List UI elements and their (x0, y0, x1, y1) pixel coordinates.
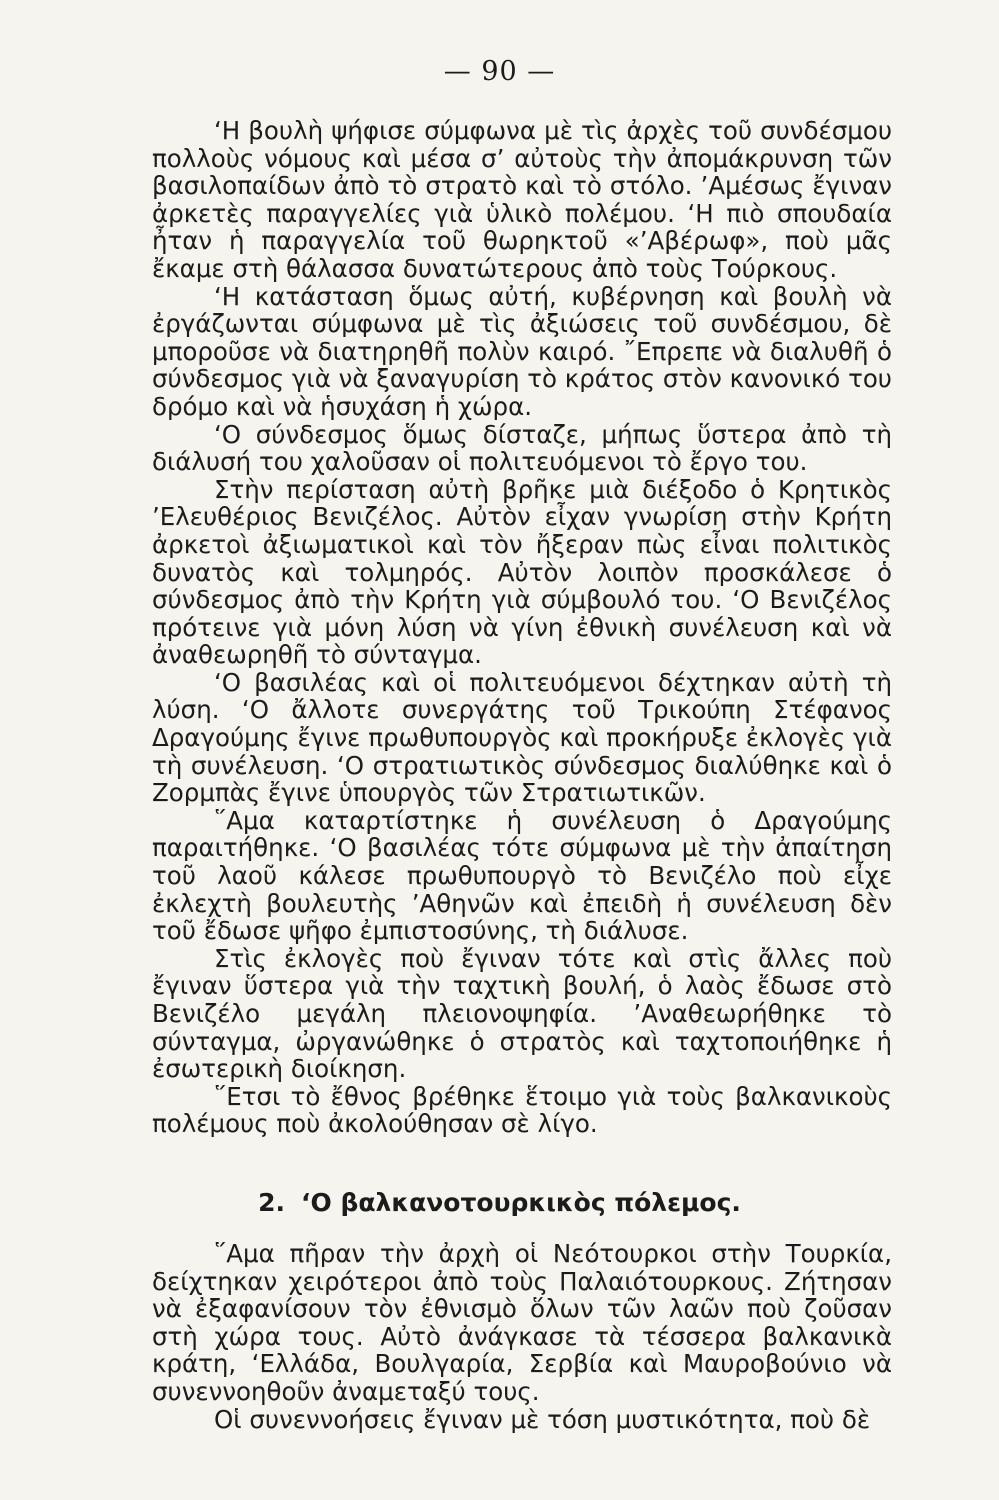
page-number: — 90 — (443, 56, 556, 87)
paragraph: ῞Ετσι τὸ ἔθνος βρέθηκε ἕτοιμο γιὰ τοὺς βαλκανικοὺς πολέμους ποὺ ἀκολούθησαν σὲ λίγο. (152, 1081, 892, 1139)
section-text (152, 1240, 892, 1433)
main-text (152, 117, 892, 1138)
paragraph: Στὴν περίσταση αὐτὴ βρῆκε μιὰ διέξοδο ὁ Κρητικὸς ’Ελευθέριος Βενιζέλος. Αὐτὸν εἶχαν γνωρίση στὴν Κρήτη ἀρκετοὶ ἀξιωματικοὶ καὶ τὸν ἤξεραν πὼς εἶναι πολιτικὸς δυνατὸς καὶ τολμηρός. Αὐτὸν λοιπὸν προσκάλεσε ὁ σύνδεσμος ἀπὸ τὴν Κρήτη γιὰ σύμβουλό του. ‘Ο Βενιζέλος πρότεινε γιὰ μόνη λύση νὰ γίνη ἐθνικὴ συνέλευση καὶ νὰ ἀναθεωρηθῆ τὸ σύνταγμα. (152, 474, 892, 670)
paragraph: Στὶς ἐκλογὲς ποὺ ἔγιναν τότε καὶ στὶς ἄλλες ποὺ ἔγιναν ὕστερα γιὰ τὴν ταχτικὴ βουλή, ὁ λαὸς ἔδωσε στὸ Βενιζέλο μεγάλη πλειονοψηφία. ’Αναθεωρήθηκε τὸ σύνταγμα, ὠργανώθηκε ὁ στρατὸς καὶ ταχτοποιήθηκε ἡ ἐσωτερικὴ διοίκηση. (152, 943, 892, 1084)
paragraph: ‘Η βουλὴ ψήφισε σύμφωνα μὲ τὶς ἀρχὲς τοῦ συνδέσμου πολλοὺς νόμους καὶ μέσα σ’ αὐτοὺς τὴν ἀπομάκρυνση τῶν βασιλοπαίδων ἀπὸ τὸ στρατὸ καὶ τὸ στόλο. ’Αμέσως ἔγιναν ἀρκετὲς παραγγελίες γιὰ ὑλικὸ πολέμου. ‘Η πιὸ σπουδαία ἦταν ἡ παραγγελία τοῦ θωρηκτοῦ «’Αβέρωφ», ποὺ μᾶς ἔκαμε στὴ θάλασσα δυνατώτερους ἀπὸ τοὺς Τούρκους. (152, 116, 892, 283)
paragraph: ‘Ο βασιλέας καὶ οἱ πολιτευόμενοι δέχτηκαν αὐτὴ τὴ λύση. ‘Ο ἄλλοτε συνεργάτης τοῦ Τρικούπη Στέφανος Δραγούμης ἔγινε πρωθυπουργὸς καὶ προκήρυξε ἐκλογὲς γιὰ τὴ συνέλευση. ‘Ο στρατιωτικὸς σύνδεσμος διαλύθηκε καὶ ὁ Ζορμπὰς ἔγινε ὑπουργὸς τῶν Στρατιωτικῶν. (152, 667, 892, 808)
paragraph: Οἱ συνεννοήσεις ἔγιναν μὲ τόση μυστικότητα, ποὺ δὲ (214, 1404, 871, 1434)
paragraph: ‘Η κατάσταση ὅμως αὐτή, κυβέρνηση καὶ βουλὴ νὰ ἐργάζωνται σύμφωνα μὲ τὶς ἀξιώσεις τοῦ συνδέσμου, δὲ μποροῦσε νὰ διατηρηθῆ πολὺν καιρό. ῎Επρεπε νὰ διαλυθῆ ὁ σύνδεσμος γιὰ νὰ ξαναγυρίση τὸ κράτος στὸν κανονικό του δρόμο καὶ νὰ ἡσυχάση ἡ χώρα. (152, 281, 892, 421)
section-number: 2. (258, 1188, 285, 1217)
paragraph: ῞Αμα καταρτίστηκε ἡ συνέλευση ὁ Δραγούμης παραιτήθηκε. ‘Ο βασιλέας τότε σύμφωνα μὲ τὴν ἀπαίτηση τοῦ λαοῦ κάλεσε πρωθυπουργὸ τὸ Βενιζέλο ποὺ εἶχε ἐκλεχτὴ βουλευτὴς ’Αθηνῶν καὶ ἐπειδὴ ἡ συνέλευση δὲν τοῦ ἔδωσε ψῆφο ἐμπιστοσύνης, τὴ διάλυσε. (152, 805, 892, 946)
paragraph: ‘Ο σύνδεσμος ὅμως δίσταζε, μήπως ὕστερα ἀπὸ τὴ διάλυσή του χαλοῦσαν οἱ πολιτευόμενοι τὸ ἔργο του. (152, 419, 892, 477)
section-heading (0, 1188, 999, 1217)
section-title: ‘Ο βαλκανοτουρκικὸς πόλεμος. (300, 1188, 741, 1217)
paragraph: ῞Αμα πῆραν τὴν ἀρχὴ οἱ Νεότουρκοι στὴν Τουρκία, δείχτηκαν χειρότεροι ἀπὸ τοὺς Παλαιότουρκους. Ζήτησαν νὰ ἐξαφανίσουν τὸν ἐθνισμὸ ὅλων τῶν λαῶν ποὺ ζοῦσαν στὴ χώρα τους. Αὐτὸ ἀνάγκασε τὰ τέσσερα βαλκανικὰ κράτη, ‘Ελλάδα, Βουλγαρία, Σερβία καὶ Μαυροβούνιο νὰ συνεννοηθοῦν ἀναμεταξύ τους. (152, 1239, 892, 1406)
